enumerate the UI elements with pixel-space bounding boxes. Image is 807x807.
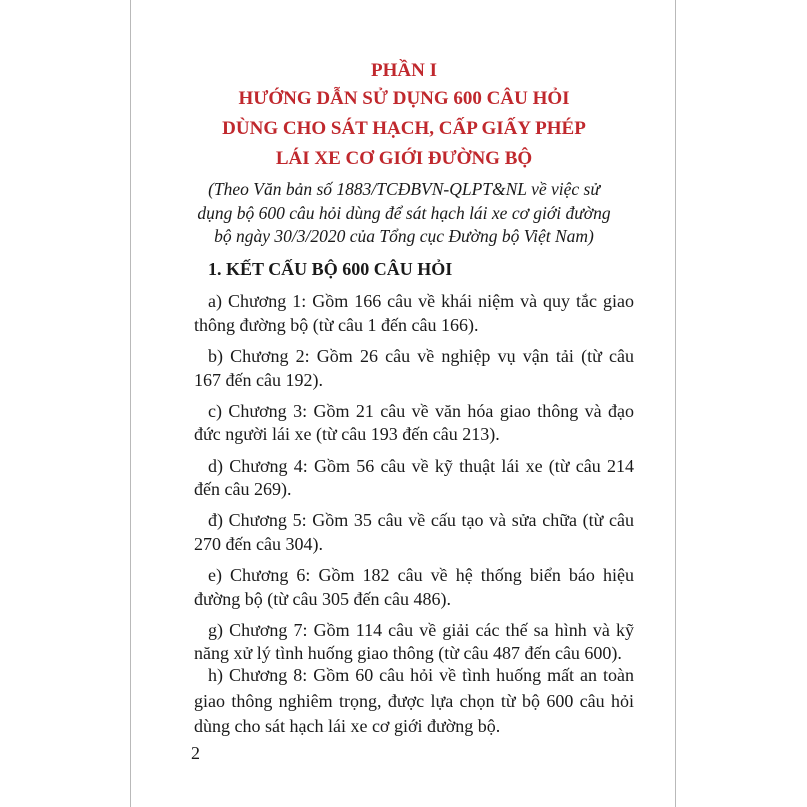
- chapter-5-line-1: đ) Chương 5: Gồm 35 câu về cấu tạo và sửa chữa (từ câu: [208, 510, 634, 530]
- chapter-7-line-2: năng xử lý tình huống giao thông (từ câu 487 đến câu 600).: [194, 643, 622, 663]
- part-heading: PHẦN I: [371, 60, 437, 81]
- title-line-1: HƯỚNG DẪN SỬ DỤNG 600 CÂU HỎI: [238, 88, 570, 109]
- title-line-3: LÁI XE CƠ GIỚI ĐƯỜNG BỘ: [275, 148, 533, 169]
- note-line-1: (Theo Văn bản số 1883/TCĐBVN-QLPT&NL về việc sử: [208, 179, 600, 199]
- chapter-3-line-2: đức người lái xe (từ câu 193 đến câu 213).: [194, 424, 500, 444]
- note-line-3: bộ ngày 30/3/2020 của Tổng cục Đường bộ Việt Nam): [214, 226, 594, 246]
- book-page: [130, 0, 676, 807]
- chapter-6-line-2: đường bộ (từ câu 305 đến câu 486).: [194, 589, 451, 609]
- page-number: 2: [191, 743, 200, 763]
- chapter-3-line-1: c) Chương 3: Gồm 21 câu về văn hóa giao thông và đạo: [208, 401, 634, 421]
- title-line-2: DÙNG CHO SÁT HẠCH, CẤP GIẤY PHÉP: [222, 118, 586, 139]
- chapter-4-line-2: đến câu 269).: [194, 479, 292, 499]
- chapter-8-line-3: dùng cho sát hạch lái xe cơ giới đường bộ.: [194, 716, 501, 736]
- chapter-7-line-1: g) Chương 7: Gồm 114 câu về giải các thế sa hình và kỹ: [208, 620, 634, 640]
- chapter-8-line-1: h) Chương 8: Gồm 60 câu hỏi về tình huống mất an toàn: [208, 665, 634, 685]
- chapter-1-line-2: thông đường bộ (từ câu 1 đến câu 166).: [194, 315, 479, 335]
- chapter-8-line-2: giao thông nghiêm trọng, được lựa chọn từ bộ 600 câu hỏi: [194, 691, 634, 711]
- chapter-2-line-1: b) Chương 2: Gồm 26 câu về nghiệp vụ vận tải (từ câu: [208, 346, 634, 366]
- chapter-4-line-1: d) Chương 4: Gồm 56 câu về kỹ thuật lái xe (từ câu 214: [208, 456, 634, 476]
- chapter-1-line-1: a) Chương 1: Gồm 166 câu về khái niệm và quy tắc giao: [208, 291, 634, 311]
- chapter-2-line-2: 167 đến câu 192).: [194, 370, 323, 390]
- section-title: 1. KẾT CẤU BỘ 600 CÂU HỎI: [208, 259, 453, 279]
- note-line-2: dụng bộ 600 câu hỏi dùng để sát hạch lái xe cơ giới đường: [197, 203, 611, 223]
- chapter-5-line-2: 270 đến câu 304).: [194, 534, 323, 554]
- chapter-6-line-1: e) Chương 6: Gồm 182 câu về hệ thống biển báo hiệu: [208, 565, 634, 585]
